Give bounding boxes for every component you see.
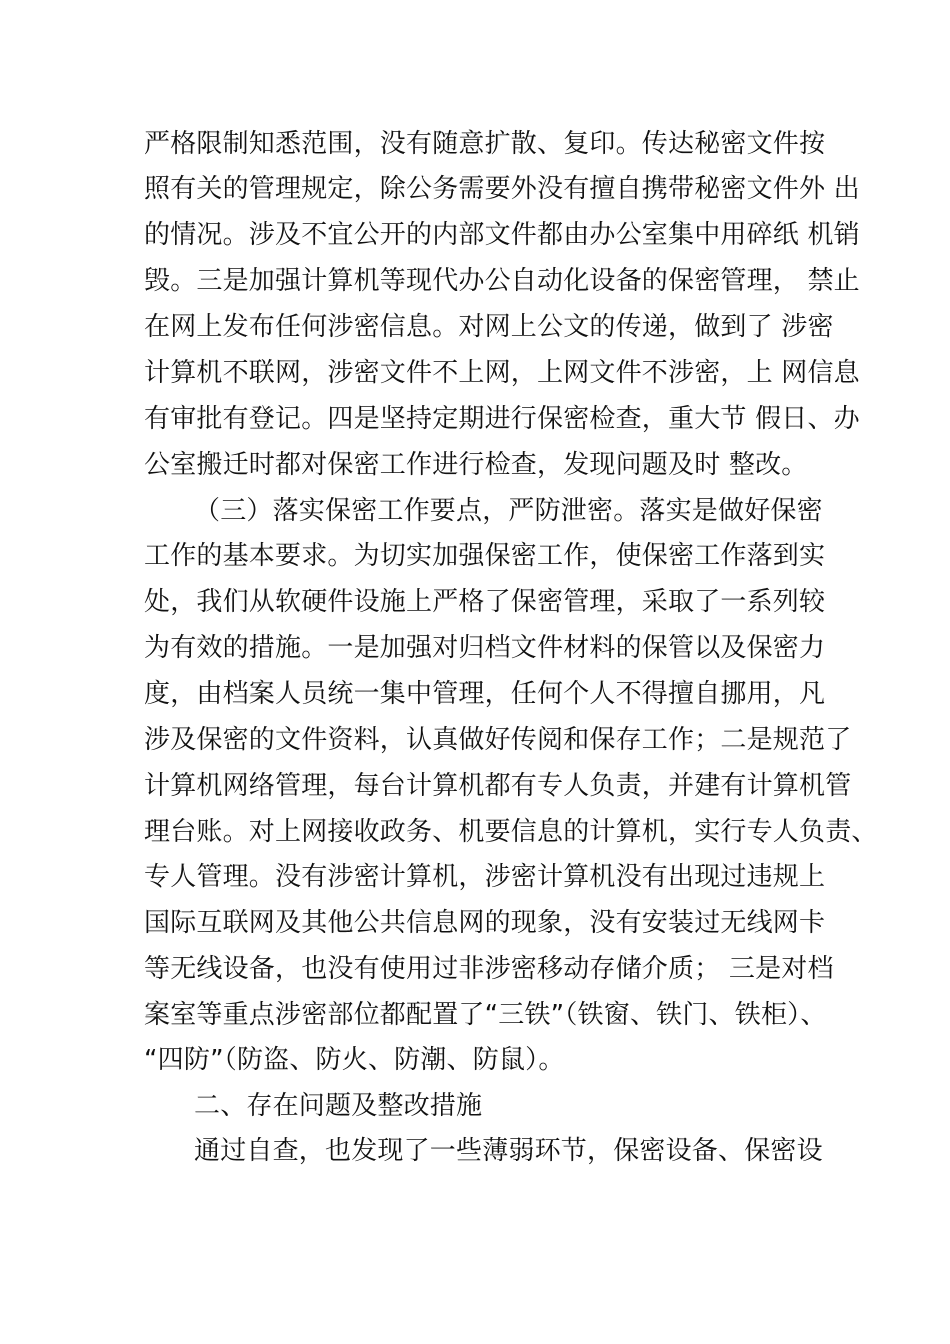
paragraph-line: 通过自查，也发现了一些薄弱环节，保密设备、保密设 [194, 1136, 823, 1166]
paragraph-line: 案室等重点涉密部位都配置了“三铁”（铁窗、铁门、铁柜）、 [144, 1000, 827, 1030]
paragraph-line: 理台账。对上网接收政务、机要信息的计算机，实行专人负责、 [144, 817, 878, 847]
paragraph-line: 涉及保密的文件资料，认真做好传阅和保存工作；二是规范了 [144, 725, 852, 755]
paragraph-line: 毁。三是加强计算机等现代办公自动化设备的保密管理， 禁止 [144, 266, 860, 296]
paragraph-line: 有审批有登记。四是坚持定期进行保密检查，重大节 假日、办 [144, 404, 860, 434]
paragraph-line: 严格限制知悉范围，没有随意扩散、复印。传达秘密文件按 [144, 129, 826, 159]
paragraph-line: 公室搬迁时都对保密工作进行检查，发现问题及时 整改。 [144, 450, 808, 480]
paragraph-line: “四防”（防盗、防火、防潮、防鼠）。 [144, 1045, 565, 1075]
paragraph-line: 计算机不联网，涉密文件不上网，上网文件不涉密，上 网信息 [144, 358, 860, 388]
paragraph-line: 专人管理。没有涉密计算机，涉密计算机没有出现过违规上 [144, 862, 826, 892]
paragraph-line: 计算机网络管理，每台计算机都有专人负责，并建有计算机管 [144, 771, 852, 801]
paragraph-line: 为有效的措施。一是加强对归档文件材料的保管以及保密力 [144, 633, 826, 663]
paragraph-line: 国际互联网及其他公共信息网的现象，没有安装过无线网卡 [144, 908, 826, 938]
paragraph-line: 照有关的管理规定，除公务需要外没有擅自携带秘密文件外 出 [144, 174, 860, 204]
paragraph-line: 的情况。涉及不宜公开的内部文件都由办公室集中用碎纸 机销 [144, 220, 860, 250]
section-heading: 二、存在问题及整改措施 [194, 1091, 483, 1121]
paragraph-line: 在网上发布任何涉密信息。对网上公文的传递，做到了 涉密 [144, 312, 834, 342]
paragraph-line: 度，由档案人员统一集中管理，任何个人不得擅自挪用，凡 [144, 679, 826, 709]
paragraph-line: 处，我们从软硬件设施上严格了保密管理，采取了一系列较 [144, 587, 826, 617]
paragraph-line: （三）落实保密工作要点，严防泄密。落实是做好保密 [194, 496, 823, 526]
paragraph-line: 工作的基本要求。为切实加强保密工作，使保密工作落到实 [144, 541, 826, 571]
paragraph-line: 等无线设备，也没有使用过非涉密移动存储介质； 三是对档 [144, 954, 834, 984]
